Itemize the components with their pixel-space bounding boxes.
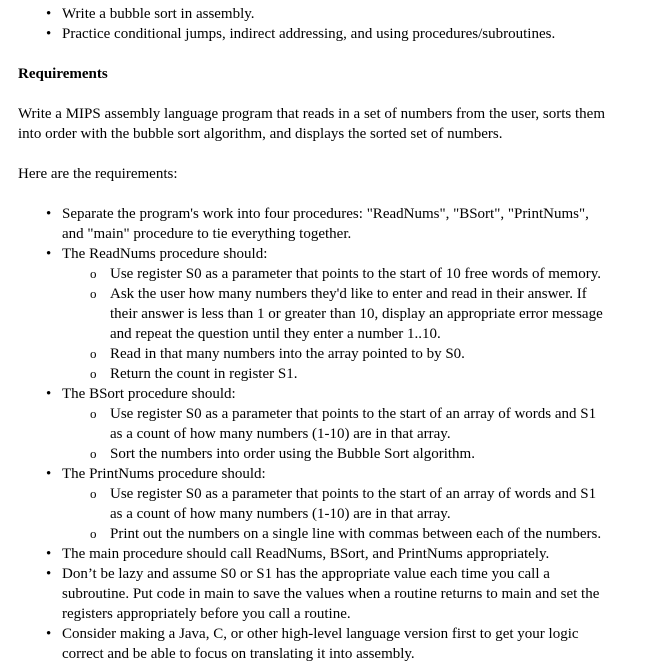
subbullet-marker-icon: o <box>90 486 97 501</box>
list-item-text: Write a bubble sort in assembly. <box>62 6 255 22</box>
bullet-marker-icon: • <box>46 386 52 402</box>
sub-list-item-text: Use register S0 as a parameter that points to the start of an array of words and S1 as a count of how many numbers (1-10) are in that array. <box>110 406 597 442</box>
intro-bullet-list <box>18 4 610 44</box>
list-item-text: The PrintNums procedure should: <box>62 466 266 482</box>
bullet-marker-icon: • <box>46 466 52 482</box>
list-item <box>18 24 610 44</box>
sub-list-item-text: Use register S0 as a parameter that points to the start of 10 free words of memory. <box>110 266 601 282</box>
list-item <box>18 384 610 464</box>
list-item-text: Separate the program's work into four procedures: "ReadNums", "BSort", "PrintNums", and "main" procedure to tie everything together. <box>62 206 589 242</box>
spacer <box>18 84 610 104</box>
subbullet-marker-icon: o <box>90 266 97 281</box>
list-item <box>18 544 610 564</box>
subbullet-marker-icon: o <box>90 526 97 541</box>
sub-list-item <box>62 444 610 464</box>
sub-list-item-text: Use register S0 as a parameter that points to the start of an array of words and S1 as a count of how many numbers (1-10) are in that array. <box>110 486 597 522</box>
list-item <box>18 624 610 664</box>
sub-list-item-text: Ask the user how many numbers they'd like to enter and read in their answer. If their answer is less than 1 or greater than 10, display an appropriate error message and repeat the question until they enter a number 1..10. <box>110 286 603 342</box>
sub-list-item <box>62 284 610 344</box>
sub-list-item <box>62 484 610 524</box>
list-item <box>18 464 610 544</box>
list-item <box>18 4 610 24</box>
bullet-marker-icon: • <box>46 626 52 642</box>
sub-list <box>62 404 610 464</box>
overview-paragraph: Write a MIPS assembly language program that reads in a set of numbers from the user, sorts them into order with the bubble sort algorithm, and displays the sorted set of numbers. <box>18 106 605 142</box>
list-item <box>18 564 610 624</box>
sub-list-item <box>62 524 610 544</box>
sub-list-item-text: Print out the numbers on a single line with commas between each of the numbers. <box>110 526 602 542</box>
list-item-text: The main procedure should call ReadNums, BSort, and PrintNums appropriately. <box>62 546 550 562</box>
bullet-marker-icon: • <box>46 6 52 22</box>
subbullet-marker-icon: o <box>90 366 97 381</box>
lead-in-paragraph: Here are the requirements: <box>18 166 178 182</box>
bullet-marker-icon: • <box>46 546 52 562</box>
sub-list-item-text: Sort the numbers into order using the Bubble Sort algorithm. <box>110 446 475 462</box>
bullet-marker-icon: • <box>46 246 52 262</box>
list-item-text: The BSort procedure should: <box>62 386 236 402</box>
bullet-marker-icon: • <box>46 566 52 582</box>
spacer <box>18 144 610 164</box>
subbullet-marker-icon: o <box>90 446 97 461</box>
list-item <box>18 244 610 384</box>
sub-list-item-text: Return the count in register S1. <box>110 366 298 382</box>
sub-list-item <box>62 364 610 384</box>
spacer <box>18 44 610 64</box>
bullet-marker-icon: • <box>46 26 52 42</box>
list-item <box>18 204 610 244</box>
section-heading-requirements: Requirements <box>18 66 108 82</box>
bullet-marker-icon: • <box>46 206 52 222</box>
sub-list <box>62 484 610 544</box>
subbullet-marker-icon: o <box>90 406 97 421</box>
sub-list-item <box>62 404 610 444</box>
subbullet-marker-icon: o <box>90 286 97 301</box>
sub-list <box>62 264 610 384</box>
sub-list-item <box>62 264 610 284</box>
sub-list-item <box>62 344 610 364</box>
sub-list-item-text: Read in that many numbers into the array pointed to by S0. <box>110 346 465 362</box>
spacer <box>18 184 610 204</box>
requirements-list <box>18 204 610 664</box>
list-item-text: Practice conditional jumps, indirect addressing, and using procedures/subroutines. <box>62 26 556 42</box>
subbullet-marker-icon: o <box>90 346 97 361</box>
list-item-text: The ReadNums procedure should: <box>62 246 268 262</box>
list-item-text: Consider making a Java, C, or other high-level language version first to get your logic correct and be able to focus on translating it into assembly. <box>62 626 579 662</box>
list-item-text: Don’t be lazy and assume S0 or S1 has the appropriate value each time you call a subroutine. Put code in main to save the values when a routine returns to main and set the registers appropriately before you call a routine. <box>62 566 600 622</box>
